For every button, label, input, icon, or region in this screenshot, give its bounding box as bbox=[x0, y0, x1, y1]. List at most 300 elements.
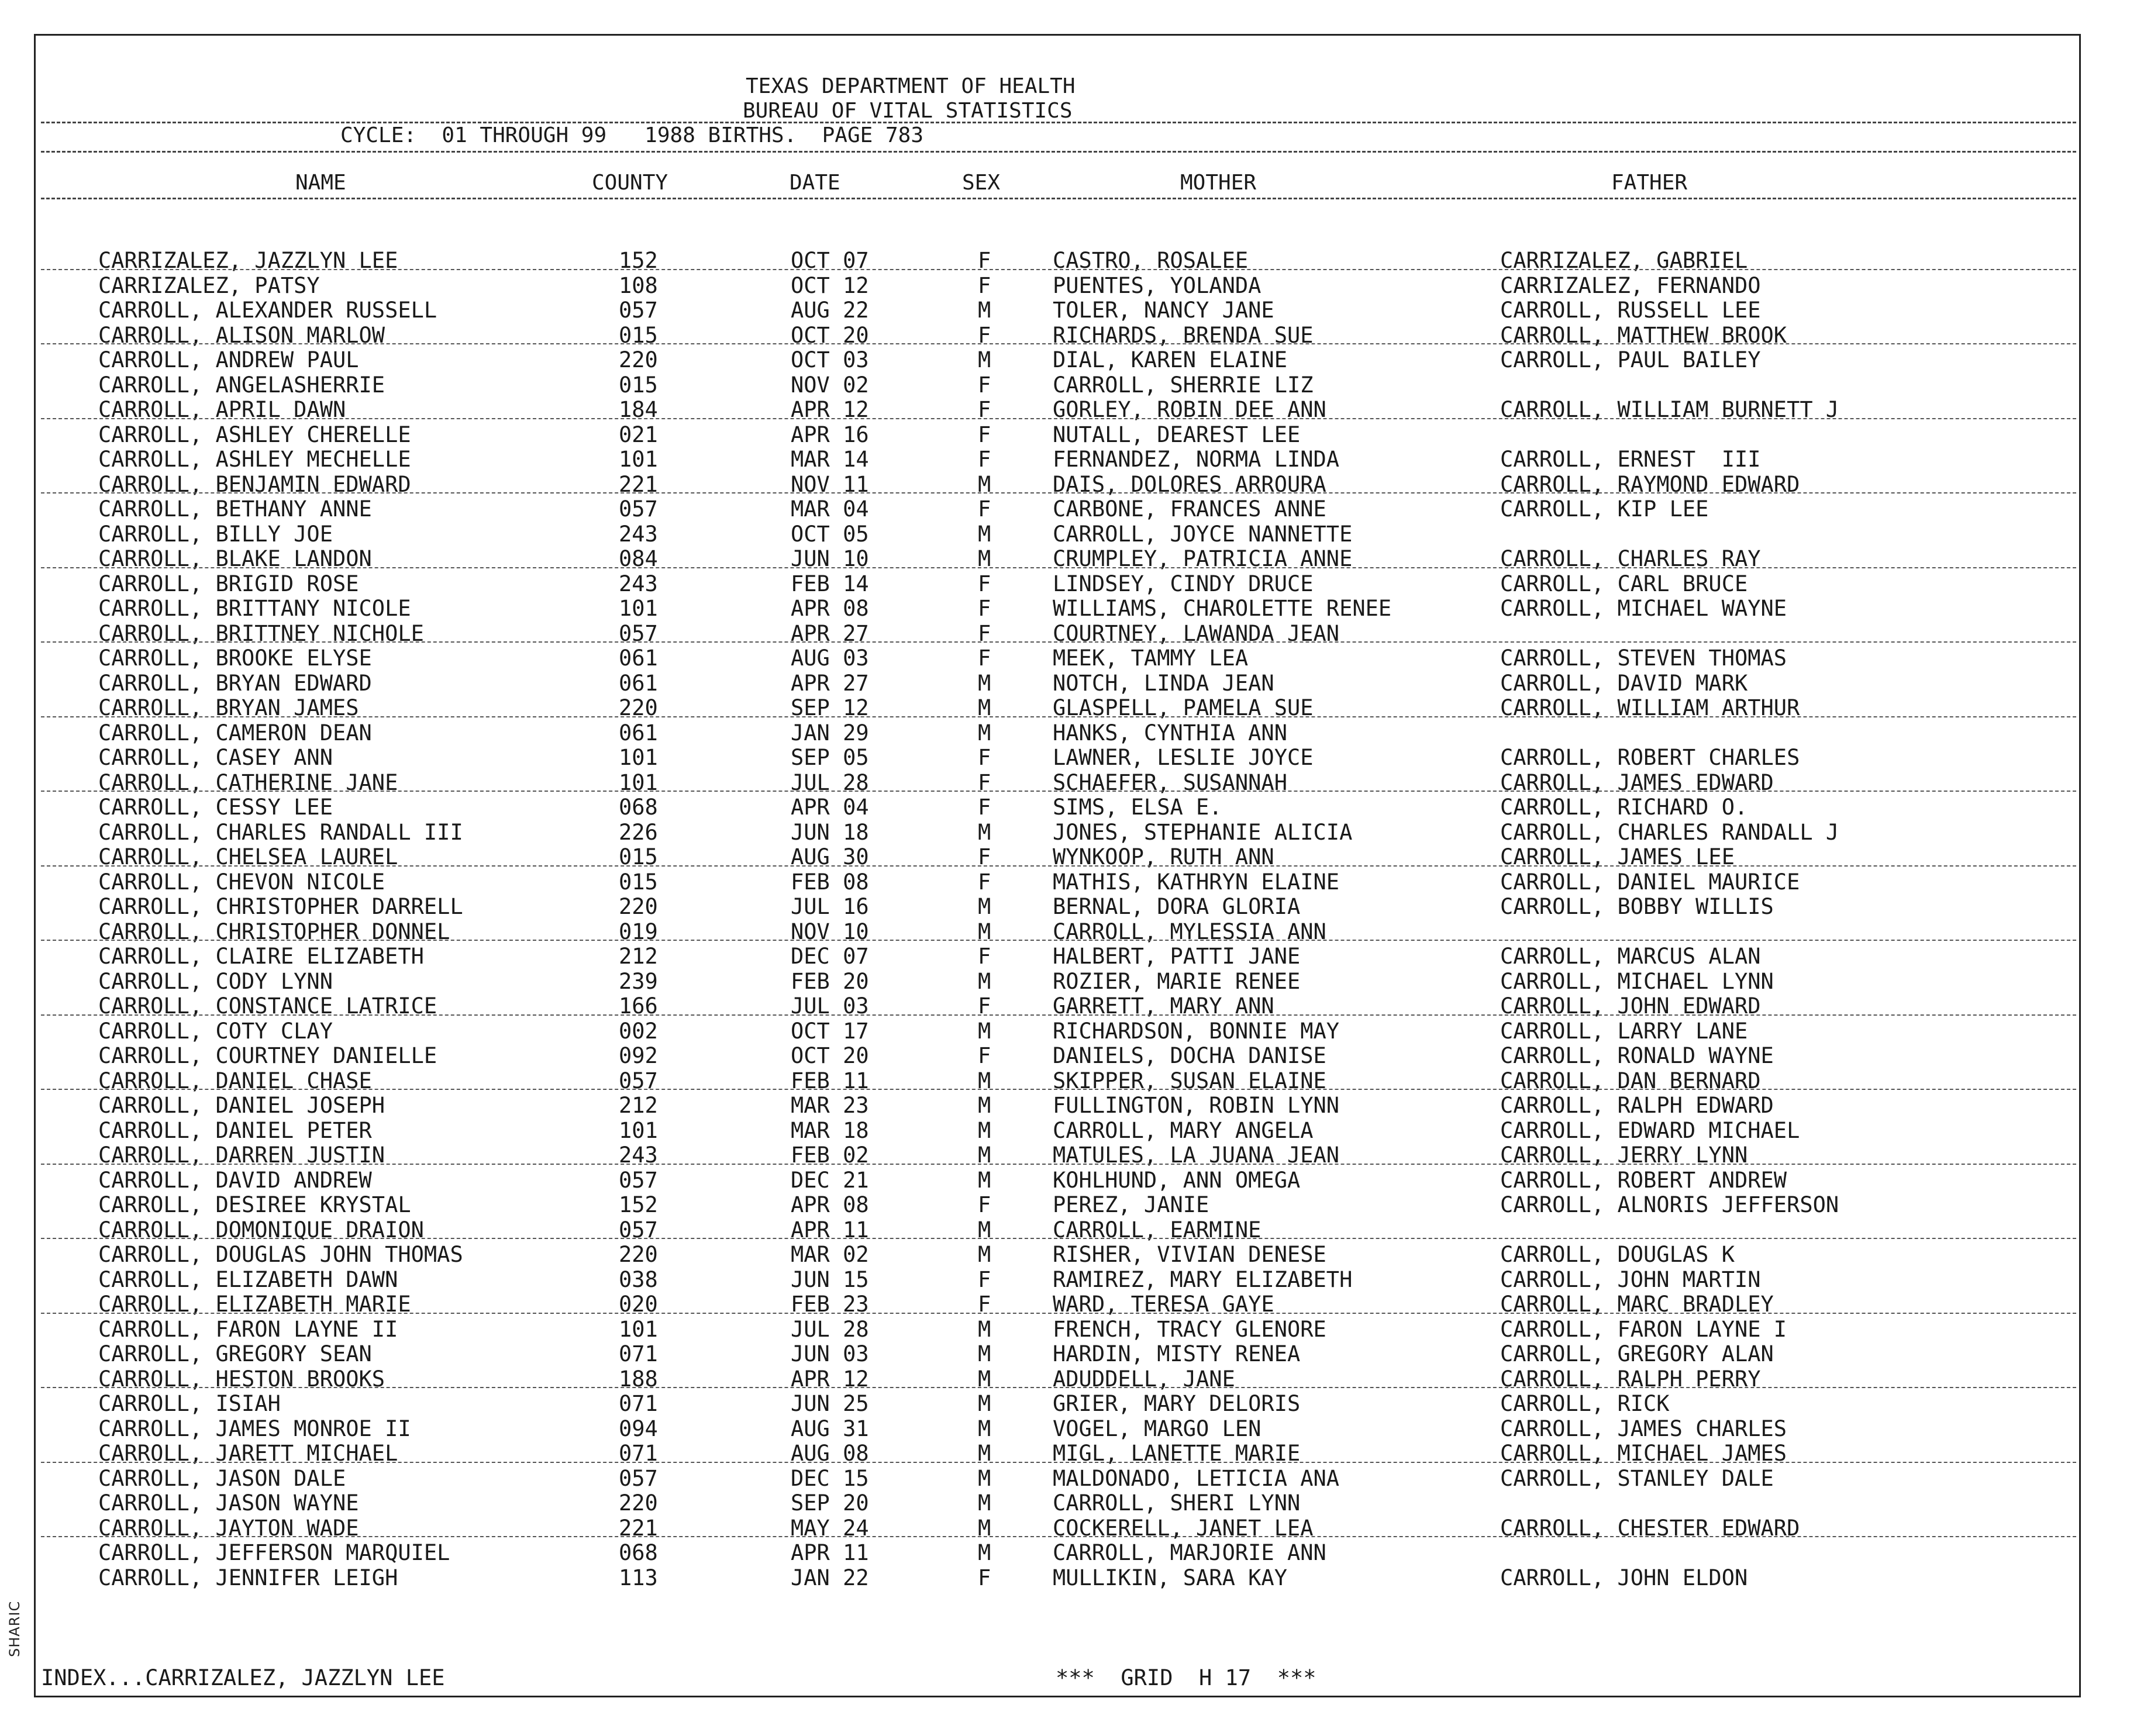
cell-sex: M bbox=[978, 919, 991, 944]
cell-name: CARROLL, ELIZABETH DAWN bbox=[98, 1266, 398, 1292]
cell-mother: CASTRO, ROSALEE bbox=[1053, 248, 1249, 273]
cell-date: OCT 03 bbox=[791, 347, 869, 372]
cell-date: FEB 11 bbox=[791, 1068, 869, 1093]
side-stamp: SHARIC bbox=[6, 1600, 23, 1657]
cell-sex: F bbox=[978, 248, 991, 273]
cell-sex: F bbox=[978, 1266, 991, 1292]
cell-father: CARROLL, RONALD WAYNE bbox=[1500, 1043, 1774, 1068]
cell-sex: F bbox=[978, 1043, 991, 1068]
cell-date: JAN 22 bbox=[791, 1565, 869, 1590]
cell-mother: HALBERT, PATTI JANE bbox=[1053, 944, 1301, 969]
cell-mother: FULLINGTON, ROBIN LYNN bbox=[1053, 1093, 1340, 1118]
row-rule bbox=[41, 269, 2076, 270]
cell-mother: WILLIAMS, CHAROLETTE RENEE bbox=[1053, 596, 1392, 621]
cell-sex: M bbox=[978, 695, 991, 720]
cell-date: OCT 20 bbox=[791, 1043, 869, 1068]
cell-name: CARROLL, APRIL DAWN bbox=[98, 397, 346, 422]
cell-county: 101 bbox=[619, 596, 658, 621]
cell-father: CARROLL, KIP LEE bbox=[1500, 496, 1709, 522]
cell-sex: F bbox=[978, 869, 991, 895]
cell-date: OCT 20 bbox=[791, 322, 869, 348]
table-row bbox=[0, 1566, 2137, 1591]
row-rule bbox=[41, 1462, 2076, 1463]
cell-mother: PUENTES, YOLANDA bbox=[1053, 272, 1261, 298]
cell-name: CARROLL, JAMES MONROE II bbox=[98, 1416, 411, 1441]
row-rule bbox=[41, 1536, 2076, 1537]
cell-date: AUG 31 bbox=[791, 1416, 869, 1441]
row-rule bbox=[41, 343, 2076, 344]
cell-county: 057 bbox=[619, 1465, 658, 1491]
table-row bbox=[0, 298, 2137, 323]
cell-name: CARRIZALEZ, JAZZLYN LEE bbox=[98, 248, 398, 273]
cell-name: CARROLL, JASON DALE bbox=[98, 1465, 346, 1491]
cell-father: CARROLL, JAMES LEE bbox=[1500, 844, 1735, 869]
table-row bbox=[0, 795, 2137, 820]
cell-sex: F bbox=[978, 745, 991, 770]
cell-mother: WARD, TERESA GAYE bbox=[1053, 1292, 1274, 1317]
cell-name: CARROLL, ALISON MARLOW bbox=[98, 322, 385, 348]
cell-date: DEC 21 bbox=[791, 1167, 869, 1193]
cell-mother: KOHLHUND, ANN OMEGA bbox=[1053, 1167, 1301, 1193]
cell-date: AUG 03 bbox=[791, 646, 869, 671]
cell-father: CARROLL, FARON LAYNE I bbox=[1500, 1316, 1787, 1342]
cell-father: CARROLL, ALNORIS JEFFERSON bbox=[1500, 1192, 1839, 1217]
cell-county: 061 bbox=[619, 720, 658, 746]
cell-mother: CARROLL, JOYCE NANNETTE bbox=[1053, 521, 1353, 547]
cell-date: OCT 17 bbox=[791, 1018, 869, 1044]
cell-mother: MATHIS, KATHRYN ELAINE bbox=[1053, 869, 1340, 895]
row-rule bbox=[41, 1313, 2076, 1314]
cell-name: CARROLL, CHRISTOPHER DONNEL bbox=[98, 919, 450, 944]
cell-county: 084 bbox=[619, 546, 658, 571]
cell-name: CARROLL, DESIREE KRYSTAL bbox=[98, 1192, 411, 1217]
cell-county: 057 bbox=[619, 620, 658, 646]
cell-sex: F bbox=[978, 571, 991, 596]
cell-mother: GLASPELL, PAMELA SUE bbox=[1053, 695, 1314, 720]
cell-father: CARROLL, MICHAEL JAMES bbox=[1500, 1441, 1787, 1466]
cell-father: CARROLL, BOBBY WILLIS bbox=[1500, 894, 1774, 919]
cell-county: 113 bbox=[619, 1565, 658, 1590]
table-row bbox=[0, 423, 2137, 448]
cell-father: CARROLL, ROBERT ANDREW bbox=[1500, 1167, 1787, 1193]
table-row bbox=[0, 944, 2137, 969]
cell-date: FEB 08 bbox=[791, 869, 869, 895]
cell-sex: M bbox=[978, 968, 991, 994]
cell-sex: M bbox=[978, 1242, 991, 1267]
table-row bbox=[0, 274, 2137, 299]
cell-name: CARROLL, CHEVON NICOLE bbox=[98, 869, 385, 895]
cell-date: OCT 05 bbox=[791, 521, 869, 547]
cell-sex: M bbox=[978, 1366, 991, 1392]
cell-date: APR 12 bbox=[791, 397, 869, 422]
cell-date: JAN 29 bbox=[791, 720, 869, 746]
cell-date: JUL 28 bbox=[791, 769, 869, 795]
cell-mother: JONES, STEPHANIE ALICIA bbox=[1053, 819, 1353, 845]
table-row bbox=[0, 721, 2137, 746]
cell-mother: VOGEL, MARGO LEN bbox=[1053, 1416, 1261, 1441]
cell-date: AUG 08 bbox=[791, 1441, 869, 1466]
cell-sex: M bbox=[978, 1490, 991, 1516]
table-row bbox=[0, 1019, 2137, 1044]
cell-sex: M bbox=[978, 471, 991, 497]
cell-mother: SKIPPER, SUSAN ELAINE bbox=[1053, 1068, 1326, 1093]
cell-name: CARROLL, JEFFERSON MARQUIEL bbox=[98, 1540, 450, 1565]
cell-county: 220 bbox=[619, 894, 658, 919]
cell-county: 152 bbox=[619, 248, 658, 273]
column-header-sex: SEX bbox=[962, 171, 1001, 195]
cell-sex: F bbox=[978, 620, 991, 646]
column-header-county: COUNTY bbox=[592, 171, 668, 195]
cell-county: 038 bbox=[619, 1266, 658, 1292]
cell-father: CARROLL, RAYMOND EDWARD bbox=[1500, 471, 1800, 497]
cell-mother: NUTALL, DEAREST LEE bbox=[1053, 422, 1301, 447]
cell-father: CARROLL, RUSSELL LEE bbox=[1500, 298, 1761, 323]
cell-father: CARROLL, MARCUS ALAN bbox=[1500, 944, 1761, 969]
cell-date: APR 16 bbox=[791, 422, 869, 447]
cell-sex: M bbox=[978, 1068, 991, 1093]
table-row bbox=[0, 1093, 2137, 1119]
cell-father: CARROLL, MICHAEL WAYNE bbox=[1500, 596, 1787, 621]
column-header-father: FATHER bbox=[1611, 171, 1688, 195]
cell-date: JUL 03 bbox=[791, 993, 869, 1019]
cell-mother: TOLER, NANCY JANE bbox=[1053, 298, 1274, 323]
cell-county: 061 bbox=[619, 646, 658, 671]
cell-name: CARROLL, DAVID ANDREW bbox=[98, 1167, 372, 1193]
cell-father: CARROLL, DOUGLAS K bbox=[1500, 1242, 1735, 1267]
table-row bbox=[0, 1317, 2137, 1342]
cell-date: APR 11 bbox=[791, 1540, 869, 1565]
cell-name: CARROLL, JAYTON WADE bbox=[98, 1515, 359, 1541]
cell-father: CARROLL, RALPH PERRY bbox=[1500, 1366, 1761, 1392]
table-row bbox=[0, 746, 2137, 771]
cell-county: 068 bbox=[619, 1540, 658, 1565]
table-row bbox=[0, 497, 2137, 522]
cell-sex: M bbox=[978, 1117, 991, 1143]
cell-county: 057 bbox=[619, 496, 658, 522]
cell-mother: DIAL, KAREN ELAINE bbox=[1053, 347, 1287, 372]
cell-name: CARROLL, JARETT MICHAEL bbox=[98, 1441, 398, 1466]
records-list bbox=[0, 249, 2137, 1590]
cell-date: MAY 24 bbox=[791, 1515, 869, 1541]
table-row bbox=[0, 1541, 2137, 1566]
table-row bbox=[0, 1243, 2137, 1268]
cell-county: 015 bbox=[619, 322, 658, 348]
cell-father: CARROLL, STEVEN THOMAS bbox=[1500, 646, 1787, 671]
cell-father: CARROLL, CHARLES RANDALL J bbox=[1500, 819, 1839, 845]
cell-sex: M bbox=[978, 1093, 991, 1118]
column-header-date: DATE bbox=[790, 171, 840, 195]
cell-mother: GRIER, MARY DELORIS bbox=[1053, 1391, 1301, 1416]
cell-sex: M bbox=[978, 1416, 991, 1441]
cell-date: JUN 10 bbox=[791, 546, 869, 571]
cell-county: 057 bbox=[619, 1068, 658, 1093]
cell-mother: GORLEY, ROBIN DEE ANN bbox=[1053, 397, 1326, 422]
cell-sex: M bbox=[978, 819, 991, 845]
cell-mother: MULLIKIN, SARA KAY bbox=[1053, 1565, 1287, 1590]
cell-father: CARROLL, GREGORY ALAN bbox=[1500, 1341, 1774, 1366]
cell-county: 101 bbox=[619, 745, 658, 770]
cell-name: CARROLL, CHRISTOPHER DARRELL bbox=[98, 894, 463, 919]
cell-county: 188 bbox=[619, 1366, 658, 1392]
cell-father: CARROLL, EDWARD MICHAEL bbox=[1500, 1117, 1800, 1143]
cell-county: 015 bbox=[619, 844, 658, 869]
cell-county: 221 bbox=[619, 1515, 658, 1541]
row-rule bbox=[41, 1238, 2076, 1239]
cell-sex: M bbox=[978, 1316, 991, 1342]
cell-sex: M bbox=[978, 1217, 991, 1243]
table-row bbox=[0, 522, 2137, 547]
cell-name: CARROLL, ELIZABETH MARIE bbox=[98, 1292, 411, 1317]
cell-name: CARROLL, ANGELASHERRIE bbox=[98, 372, 385, 398]
table-row bbox=[0, 572, 2137, 597]
cell-sex: F bbox=[978, 944, 991, 969]
cell-mother: CARROLL, EARMINE bbox=[1053, 1217, 1261, 1243]
cell-date: FEB 14 bbox=[791, 571, 869, 596]
cell-mother: CARROLL, MARJORIE ANN bbox=[1053, 1540, 1326, 1565]
cell-mother: ROZIER, MARIE RENEE bbox=[1053, 968, 1301, 994]
cell-county: 002 bbox=[619, 1018, 658, 1044]
cell-name: CARROLL, BLAKE LANDON bbox=[98, 546, 372, 571]
cell-mother: DANIELS, DOCHA DANISE bbox=[1053, 1043, 1326, 1068]
cell-sex: M bbox=[978, 298, 991, 323]
header-agency: TEXAS DEPARTMENT OF HEALTH bbox=[746, 74, 1076, 98]
cell-name: CARROLL, BROOKE ELYSE bbox=[98, 646, 372, 671]
cell-father: CARROLL, MARC BRADLEY bbox=[1500, 1292, 1774, 1317]
cell-county: 220 bbox=[619, 695, 658, 720]
cell-date: FEB 23 bbox=[791, 1292, 869, 1317]
cell-date: FEB 20 bbox=[791, 968, 869, 994]
cell-date: APR 12 bbox=[791, 1366, 869, 1392]
cell-mother: DAIS, DOLORES ARROURA bbox=[1053, 471, 1326, 497]
cell-name: CARROLL, ASHLEY MECHELLE bbox=[98, 447, 411, 472]
cell-sex: F bbox=[978, 769, 991, 795]
cell-name: CARROLL, BILLY JOE bbox=[98, 521, 333, 547]
cell-county: 057 bbox=[619, 298, 658, 323]
cell-sex: M bbox=[978, 1465, 991, 1491]
cell-name: CARROLL, GREGORY SEAN bbox=[98, 1341, 372, 1366]
cell-date: APR 04 bbox=[791, 795, 869, 820]
cell-county: 243 bbox=[619, 521, 658, 547]
cell-date: AUG 30 bbox=[791, 844, 869, 869]
cell-sex: F bbox=[978, 1565, 991, 1590]
cell-sex: M bbox=[978, 670, 991, 696]
cell-name: CARROLL, BRITTANY NICOLE bbox=[98, 596, 411, 621]
cell-county: 094 bbox=[619, 1416, 658, 1441]
cell-county: 019 bbox=[619, 919, 658, 944]
cell-date: SEP 05 bbox=[791, 745, 869, 770]
cell-mother: MALDONADO, LETICIA ANA bbox=[1053, 1465, 1340, 1491]
column-header-mother: MOTHER bbox=[1180, 171, 1257, 195]
cell-mother: CARROLL, MYLESSIA ANN bbox=[1053, 919, 1326, 944]
cell-mother: NOTCH, LINDA JEAN bbox=[1053, 670, 1274, 696]
cell-mother: FERNANDEZ, NORMA LINDA bbox=[1053, 447, 1340, 472]
cell-sex: F bbox=[978, 1192, 991, 1217]
table-row bbox=[0, 1417, 2137, 1442]
cell-sex: F bbox=[978, 993, 991, 1019]
cell-date: SEP 20 bbox=[791, 1490, 869, 1516]
header-cycle: CYCLE: 01 THROUGH 99 1988 BIRTHS. PAGE 783 bbox=[340, 123, 923, 147]
cell-sex: F bbox=[978, 596, 991, 621]
cell-mother: RICHARDSON, BONNIE MAY bbox=[1053, 1018, 1340, 1044]
cell-county: 071 bbox=[619, 1441, 658, 1466]
table-row bbox=[0, 447, 2137, 472]
cell-mother: LAWNER, LESLIE JOYCE bbox=[1053, 745, 1314, 770]
cell-name: CARROLL, COURTNEY DANIELLE bbox=[98, 1043, 437, 1068]
cell-mother: RISHER, VIVIAN DENESE bbox=[1053, 1242, 1326, 1267]
cell-sex: F bbox=[978, 1292, 991, 1317]
cell-county: 212 bbox=[619, 1093, 658, 1118]
cell-county: 020 bbox=[619, 1292, 658, 1317]
cell-mother: HANKS, CYNTHIA ANN bbox=[1053, 720, 1287, 746]
cell-county: 243 bbox=[619, 571, 658, 596]
table-row bbox=[0, 1342, 2137, 1367]
cell-county: 015 bbox=[619, 869, 658, 895]
cell-father: CARROLL, RALPH EDWARD bbox=[1500, 1093, 1774, 1118]
cell-county: 101 bbox=[619, 769, 658, 795]
cell-date: MAR 04 bbox=[791, 496, 869, 522]
cell-name: CARROLL, CHARLES RANDALL III bbox=[98, 819, 463, 845]
cell-sex: M bbox=[978, 1391, 991, 1416]
cell-mother: BERNAL, DORA GLORIA bbox=[1053, 894, 1301, 919]
row-rule bbox=[41, 1387, 2076, 1388]
cell-name: CARROLL, ASHLEY CHERELLE bbox=[98, 422, 411, 447]
cell-date: NOV 02 bbox=[791, 372, 869, 398]
cell-father: CARRIZALEZ, FERNANDO bbox=[1500, 272, 1761, 298]
cell-date: NOV 11 bbox=[791, 471, 869, 497]
cell-sex: F bbox=[978, 795, 991, 820]
cell-sex: F bbox=[978, 372, 991, 398]
cell-mother: RAMIREZ, MARY ELIZABETH bbox=[1053, 1266, 1353, 1292]
cell-mother: ADUDDELL, JANE bbox=[1053, 1366, 1235, 1392]
cell-sex: M bbox=[978, 894, 991, 919]
cell-county: 220 bbox=[619, 1490, 658, 1516]
cell-date: APR 27 bbox=[791, 620, 869, 646]
cell-sex: F bbox=[978, 397, 991, 422]
cell-father: CARROLL, JAMES CHARLES bbox=[1500, 1416, 1787, 1441]
cell-county: 220 bbox=[619, 1242, 658, 1267]
cell-date: DEC 07 bbox=[791, 944, 869, 969]
cell-mother: CARBONE, FRANCES ANNE bbox=[1053, 496, 1326, 522]
cell-father: CARROLL, WILLIAM BURNETT J bbox=[1500, 397, 1839, 422]
cell-date: APR 08 bbox=[791, 1192, 869, 1217]
cell-date: MAR 23 bbox=[791, 1093, 869, 1118]
cell-date: JUN 03 bbox=[791, 1341, 869, 1366]
cell-sex: F bbox=[978, 646, 991, 671]
cell-father: CARROLL, STANLEY DALE bbox=[1500, 1465, 1774, 1491]
cell-mother: COURTNEY, LAWANDA JEAN bbox=[1053, 620, 1340, 646]
cell-date: NOV 10 bbox=[791, 919, 869, 944]
cell-date: DEC 15 bbox=[791, 1465, 869, 1491]
cell-county: 092 bbox=[619, 1043, 658, 1068]
cell-name: CARRIZALEZ, PATSY bbox=[98, 272, 320, 298]
cell-sex: M bbox=[978, 1341, 991, 1366]
cell-name: CARROLL, CAMERON DEAN bbox=[98, 720, 372, 746]
cell-name: CARROLL, DANIEL CHASE bbox=[98, 1068, 372, 1093]
cell-date: SEP 12 bbox=[791, 695, 869, 720]
table-row bbox=[0, 373, 2137, 398]
row-rule bbox=[41, 1089, 2076, 1090]
cell-county: 166 bbox=[619, 993, 658, 1019]
cell-name: CARROLL, BETHANY ANNE bbox=[98, 496, 372, 522]
cell-name: CARROLL, CHELSEA LAUREL bbox=[98, 844, 398, 869]
cell-father: CARROLL, JOHN MARTIN bbox=[1500, 1266, 1761, 1292]
cell-date: APR 27 bbox=[791, 670, 869, 696]
cell-county: 239 bbox=[619, 968, 658, 994]
row-rule bbox=[41, 641, 2076, 643]
cell-mother: HARDIN, MISTY RENEA bbox=[1053, 1341, 1301, 1366]
cell-county: 220 bbox=[619, 347, 658, 372]
cell-name: CARROLL, BENJAMIN EDWARD bbox=[98, 471, 411, 497]
cell-county: 101 bbox=[619, 447, 658, 472]
cell-name: CARROLL, BRIGID ROSE bbox=[98, 571, 359, 596]
cell-name: CARROLL, CASEY ANN bbox=[98, 745, 333, 770]
cell-sex: F bbox=[978, 496, 991, 522]
cell-father: CARROLL, CHARLES RAY bbox=[1500, 546, 1761, 571]
cell-date: MAR 18 bbox=[791, 1117, 869, 1143]
cell-mother: CARROLL, SHERI LYNN bbox=[1053, 1490, 1301, 1516]
cell-name: CARROLL, CONSTANCE LATRICE bbox=[98, 993, 437, 1019]
column-header-name: NAME bbox=[295, 171, 346, 195]
cell-mother: WYNKOOP, RUTH ANN bbox=[1053, 844, 1274, 869]
cell-name: CARROLL, JENNIFER LEIGH bbox=[98, 1565, 398, 1590]
cell-county: 068 bbox=[619, 795, 658, 820]
cell-sex: M bbox=[978, 1441, 991, 1466]
cell-date: APR 08 bbox=[791, 596, 869, 621]
cell-father: CARRIZALEZ, GABRIEL bbox=[1500, 248, 1748, 273]
cell-mother: COCKERELL, JANET LEA bbox=[1053, 1515, 1314, 1541]
cell-county: 221 bbox=[619, 471, 658, 497]
cell-county: 057 bbox=[619, 1217, 658, 1243]
cell-county: 061 bbox=[619, 670, 658, 696]
cell-sex: M bbox=[978, 1540, 991, 1565]
cell-mother: SIMS, ELSA E. bbox=[1053, 795, 1222, 820]
cell-mother: CARROLL, SHERRIE LIZ bbox=[1053, 372, 1314, 398]
cell-date: OCT 07 bbox=[791, 248, 869, 273]
cell-father: CARROLL, ERNEST III bbox=[1500, 447, 1761, 472]
cell-county: 015 bbox=[619, 372, 658, 398]
cell-father: CARROLL, DAN BERNARD bbox=[1500, 1068, 1761, 1093]
cell-mother: MATULES, LA JUANA JEAN bbox=[1053, 1143, 1340, 1168]
cell-sex: F bbox=[978, 422, 991, 447]
cell-date: JUL 28 bbox=[791, 1316, 869, 1342]
cell-father: CARROLL, CHESTER EDWARD bbox=[1500, 1515, 1800, 1541]
cell-name: CARROLL, HESTON BROOKS bbox=[98, 1366, 385, 1392]
row-rule bbox=[41, 1164, 2076, 1165]
table-row bbox=[0, 1268, 2137, 1293]
cell-county: 101 bbox=[619, 1117, 658, 1143]
cell-sex: M bbox=[978, 347, 991, 372]
cell-mother: SCHAEFER, SUSANNAH bbox=[1053, 769, 1287, 795]
cell-mother: MEEK, TAMMY LEA bbox=[1053, 646, 1249, 671]
cell-name: CARROLL, ANDREW PAUL bbox=[98, 347, 359, 372]
cell-date: JUN 25 bbox=[791, 1391, 869, 1416]
cell-sex: M bbox=[978, 546, 991, 571]
cell-mother: LINDSEY, CINDY DRUCE bbox=[1053, 571, 1314, 596]
cell-name: CARROLL, DARREN JUSTIN bbox=[98, 1143, 385, 1168]
row-rule bbox=[41, 492, 2076, 493]
cell-county: 184 bbox=[619, 397, 658, 422]
cell-name: CARROLL, BRYAN JAMES bbox=[98, 695, 359, 720]
table-row bbox=[0, 1168, 2137, 1193]
cell-sex: M bbox=[978, 521, 991, 547]
table-row bbox=[0, 820, 2137, 845]
cell-county: 071 bbox=[619, 1341, 658, 1366]
cell-father: CARROLL, JOHN ELDON bbox=[1500, 1565, 1748, 1590]
table-row bbox=[0, 1466, 2137, 1492]
cell-name: CARROLL, DOMONIQUE DRAION bbox=[98, 1217, 424, 1243]
cell-mother: GARRETT, MARY ANN bbox=[1053, 993, 1274, 1019]
table-row bbox=[0, 1392, 2137, 1417]
